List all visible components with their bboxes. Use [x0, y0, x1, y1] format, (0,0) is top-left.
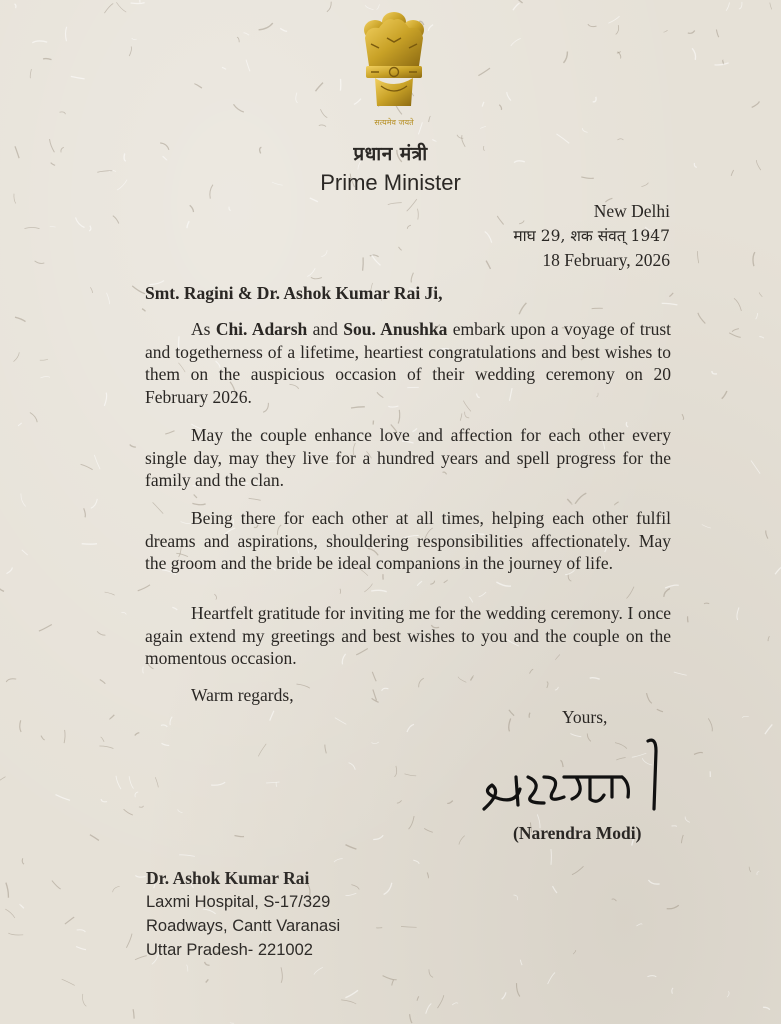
paper-fiber: [116, 776, 121, 789]
paper-fiber: [270, 711, 274, 721]
paper-fiber: [759, 337, 763, 339]
paper-fiber: [384, 883, 392, 895]
paper-fiber: [15, 317, 26, 321]
paper-fiber: [25, 228, 40, 229]
paper-fiber: [496, 582, 511, 586]
paper-fiber: [530, 669, 534, 673]
paper-fiber: [759, 292, 762, 296]
paper-fiber: [568, 575, 571, 581]
paper-fiber: [259, 23, 273, 30]
paper-fiber: [588, 24, 597, 26]
paper-fiber: [296, 93, 298, 103]
paper-fiber: [187, 965, 188, 972]
paper-fiber: [162, 743, 170, 745]
paper-fiber: [0, 581, 4, 591]
paper-fiber: [321, 250, 327, 257]
addressee-line-3: Uttar Pradesh- 221002: [146, 941, 313, 959]
paper-fiber: [129, 47, 131, 57]
paper-fiber: [482, 102, 484, 107]
paper-fiber: [363, 257, 364, 270]
paper-fiber: [116, 2, 126, 12]
paper-fiber: [30, 413, 37, 423]
paper-fiber: [107, 293, 110, 304]
paper-fiber: [418, 209, 419, 220]
paper-fiber: [90, 835, 99, 841]
paper-fiber: [372, 255, 381, 266]
paper-fiber: [258, 744, 266, 757]
paper-fiber: [479, 592, 486, 596]
paper-fiber: [763, 1007, 770, 1010]
paper-fiber: [743, 716, 749, 718]
bride-name: Sou. Anushka: [343, 319, 448, 339]
paper-fiber: [575, 493, 586, 504]
paper-fiber: [752, 101, 760, 107]
paper-fiber: [211, 782, 225, 785]
paper-fiber: [35, 261, 45, 264]
paper-fiber: [616, 25, 619, 34]
paper-fiber: [388, 203, 402, 205]
office-title-hindi: प्रधान मंत्री: [353, 143, 428, 165]
paper-fiber: [664, 589, 670, 597]
paper-fiber: [60, 112, 66, 114]
paper-fiber: [41, 736, 45, 740]
paper-fiber: [346, 845, 357, 850]
paper-fiber: [131, 3, 145, 4]
paper-fiber: [753, 252, 755, 266]
paper-fiber: [64, 730, 65, 743]
paper-fiber: [65, 917, 74, 924]
paper-fiber: [739, 2, 742, 9]
paper-fiber: [124, 809, 133, 815]
paper-fiber: [682, 414, 684, 419]
paper-fiber: [567, 499, 572, 504]
paper-fiber: [513, 3, 520, 10]
paper-fiber: [101, 799, 107, 802]
paper-fiber: [56, 795, 71, 801]
paper-fiber: [497, 216, 503, 225]
paper-fiber: [327, 2, 331, 12]
paper-fiber: [417, 996, 419, 1000]
date-english: 18 February, 2026: [542, 250, 670, 270]
paper-fiber: [712, 371, 717, 374]
paper-fiber: [405, 774, 417, 776]
paper-fiber: [133, 1009, 134, 1018]
paper-fiber: [398, 410, 400, 424]
paper-fiber: [170, 717, 172, 725]
paper-fiber: [126, 934, 132, 948]
paper-fiber: [486, 261, 490, 269]
paper-fiber: [281, 967, 282, 983]
paper-fiber: [22, 550, 28, 555]
paper-fiber: [383, 976, 397, 980]
paper-fiber: [664, 30, 668, 32]
office-title-english: Prime Minister: [320, 170, 461, 195]
paper-fiber: [509, 719, 511, 732]
paper-fiber: [465, 412, 470, 418]
paper-fiber: [447, 801, 452, 804]
paper-fiber: [20, 904, 24, 908]
paper-fiber: [471, 676, 474, 680]
paper-fiber: [590, 678, 600, 679]
paper-fiber: [206, 979, 209, 982]
paper-fiber: [135, 875, 145, 877]
date-block: [513, 199, 670, 273]
paper-fiber: [775, 567, 781, 574]
paper-fiber: [373, 690, 377, 701]
paper-fiber: [135, 792, 138, 797]
paper-fiber: [410, 1014, 412, 1023]
paper-fiber: [548, 973, 555, 985]
paper-fiber: [555, 687, 559, 690]
paper-fiber: [692, 48, 695, 60]
paper-fiber: [143, 667, 144, 674]
paper-fiber: [716, 30, 718, 38]
paper-fiber: [132, 286, 145, 294]
paper-fiber: [615, 502, 619, 505]
paper-fiber: [419, 678, 424, 687]
paper-fiber: [593, 97, 596, 102]
paper-fiber: [608, 16, 619, 23]
paper-fiber: [407, 199, 417, 211]
paper-fiber: [685, 817, 690, 823]
paper-fiber: [704, 603, 709, 604]
paper-fiber: [178, 809, 183, 813]
paper-fiber: [7, 568, 13, 574]
paper-fiber: [612, 899, 617, 901]
paper-fiber: [14, 352, 20, 361]
paper-fiber: [50, 226, 56, 227]
paper-fiber: [768, 636, 769, 641]
paper-fiber: [553, 886, 558, 893]
paper-fiber: [669, 293, 673, 297]
paper-fiber: [459, 836, 465, 845]
paper-fiber: [6, 679, 16, 682]
paper-fiber: [43, 59, 51, 60]
addressee-line-1: Laxmi Hospital, S-17/329: [146, 893, 331, 911]
paper-fiber: [132, 38, 137, 39]
paper-fiber: [460, 413, 462, 420]
paper-fiber: [698, 313, 705, 324]
paper-fiber: [194, 495, 197, 498]
paper-fiber: [83, 994, 87, 1006]
paper-fiber: [335, 718, 346, 725]
paper-fiber: [520, 960, 522, 966]
paper-fiber: [276, 782, 277, 787]
paper-fiber: [6, 883, 9, 898]
paper-fiber: [229, 207, 231, 211]
paper-fiber: [697, 251, 698, 263]
paper-fiber: [266, 782, 279, 783]
paper-fiber: [757, 872, 759, 875]
paper-fiber: [382, 688, 389, 690]
paper-fiber: [77, 930, 86, 932]
paper-fiber: [249, 498, 261, 500]
paper-fiber: [397, 800, 402, 803]
paper-fiber: [399, 247, 402, 251]
paper-fiber: [514, 895, 518, 900]
paper-fiber: [401, 927, 417, 928]
body-paragraph-1: [145, 318, 671, 408]
paper-fiber: [297, 684, 310, 688]
paper-fiber: [516, 983, 519, 996]
paper-fiber: [672, 988, 673, 994]
paper-fiber: [105, 592, 115, 595]
paper-fiber: [708, 718, 712, 731]
paper-fiber: [452, 1003, 458, 1005]
paper-fiber: [564, 52, 568, 63]
paper-fiber: [18, 423, 22, 426]
yours: Yours,: [562, 707, 608, 727]
paper-fiber: [316, 83, 324, 92]
paper-fiber: [192, 503, 205, 504]
paper-fiber: [90, 287, 92, 293]
paper-fiber: [518, 0, 523, 3]
paper-fiber: [139, 806, 144, 807]
paper-fiber: [478, 68, 490, 76]
paper-fiber: [372, 672, 376, 682]
paper-fiber: [648, 880, 659, 884]
signatory-name: (Narendra Modi): [513, 823, 642, 843]
paper-fiber: [458, 677, 466, 683]
paper-fiber: [715, 63, 729, 65]
paper-fiber: [413, 860, 419, 864]
body-paragraph-2: May the couple enhance love and affection for each other every single day, may they live for a hundred years and spell progress for the family and the clan.: [145, 425, 671, 490]
paper-fiber: [734, 298, 741, 311]
paper-fiber: [319, 125, 326, 127]
paper-fiber: [100, 680, 105, 684]
paper-fiber: [371, 590, 387, 591]
paper-fiber: [161, 725, 167, 727]
paper-fiber: [407, 225, 411, 229]
body-paragraph-3: Being there for each other at all times, helping each other fulfil dreams and aspirations, shouldering responsibilities affectionately. May the groom and the bride be ideal companions in the journey of life.: [145, 508, 671, 573]
paper-fiber: [765, 724, 772, 734]
paper-fiber: [426, 1004, 432, 1014]
paper-fiber: [694, 752, 703, 754]
paper-fiber: [104, 393, 106, 406]
paper-fiber: [732, 329, 739, 332]
paper-fiber: [424, 828, 433, 832]
paper-fiber: [40, 377, 50, 378]
paper-fiber: [547, 682, 548, 688]
paper-fiber: [444, 580, 448, 583]
paper-fiber: [737, 607, 739, 620]
paper-fiber: [15, 4, 16, 8]
paper-fiber: [430, 581, 434, 585]
paper-fiber: [702, 525, 711, 529]
handwritten-signature: [472, 733, 667, 821]
paper-fiber: [507, 92, 511, 101]
paper-fiber: [392, 980, 394, 986]
paper-fiber: [751, 461, 760, 474]
paper-fiber: [237, 37, 239, 42]
paper-fiber: [511, 38, 521, 46]
paper-fiber: [665, 585, 679, 588]
paper-fiber: [22, 858, 24, 864]
paper-fiber: [214, 594, 216, 599]
paper-fiber: [20, 720, 21, 732]
paper-fiber: [341, 1000, 356, 1004]
paper-fiber: [674, 672, 687, 675]
paper-fiber: [138, 585, 150, 591]
paper-fiber: [5, 909, 15, 918]
salutation: Smt. Ragini & Dr. Ashok Kumar Rai Ji,: [145, 283, 443, 303]
paper-fiber: [40, 359, 48, 360]
paper-fiber: [104, 4, 113, 14]
paper-fiber: [662, 303, 678, 305]
paper-fiber: [310, 198, 318, 202]
paper-fiber: [97, 631, 105, 635]
paper-fiber: [722, 391, 727, 399]
paper-fiber: [647, 976, 656, 977]
paper-fiber: [345, 990, 358, 997]
addressee-name: Dr. Ashok Kumar Rai: [146, 868, 310, 888]
state-emblem-icon: [357, 8, 431, 130]
paper-fiber: [351, 885, 359, 890]
paper-fiber: [325, 745, 326, 754]
paper-fiber: [485, 232, 492, 243]
paper-fiber: [0, 777, 6, 786]
paper-fiber: [179, 855, 195, 857]
paper-fiber: [647, 693, 652, 703]
paper-fiber: [62, 979, 75, 985]
paper-fiber: [411, 273, 413, 283]
paper-fiber: [657, 709, 663, 712]
paper-fiber: [672, 826, 677, 827]
paper-fiber: [246, 60, 250, 72]
date-hindi: माघ 29, शक संवत् 1947: [513, 226, 670, 245]
paper-fiber: [417, 581, 422, 585]
paper-fiber: [314, 967, 323, 974]
p1-lead: As: [191, 319, 211, 339]
paper-fiber: [32, 41, 47, 43]
paper-fiber: [509, 710, 514, 716]
paper-fiber: [349, 763, 356, 770]
paper-fiber: [667, 905, 679, 909]
paper-fiber: [82, 544, 97, 545]
paper-fiber: [480, 126, 486, 128]
paper-fiber: [76, 217, 85, 227]
paper-fiber: [688, 31, 695, 34]
groom-name: Chi. Adarsh: [215, 319, 308, 339]
paper-fiber: [617, 52, 621, 54]
paper-fiber: [194, 84, 202, 88]
paper-fiber: [101, 737, 105, 742]
paper-fiber: [395, 766, 397, 777]
paper-fiber: [409, 816, 415, 829]
addressee-block: [146, 866, 340, 962]
paper-fiber: [230, 1023, 234, 1024]
paper-fiber: [311, 277, 322, 278]
paper-fiber: [346, 893, 357, 895]
paper-fiber: [749, 867, 751, 872]
paper-fiber: [372, 742, 379, 744]
paper-fiber: [427, 872, 428, 877]
paper-fiber: [407, 724, 414, 732]
paper-fiber: [8, 933, 23, 935]
paper-fiber: [499, 105, 501, 110]
paper-fiber: [39, 625, 52, 632]
paper-fiber: [205, 962, 210, 965]
paper-fiber: [234, 104, 244, 112]
paper-fiber: [142, 309, 146, 312]
paper-fiber: [320, 109, 327, 118]
paper-fiber: [65, 27, 66, 41]
paper-fiber: [372, 698, 379, 702]
paper-fiber: [627, 587, 635, 599]
paper-fiber: [572, 866, 584, 874]
paper-fiber: [280, 28, 287, 31]
paper-fiber: [187, 221, 189, 228]
paper-fiber: [429, 969, 433, 977]
paper-fiber: [155, 777, 158, 787]
paper-fiber: [94, 455, 100, 469]
addressee-line-2: Roadways, Cantt Varanasi: [146, 917, 341, 935]
paper-fiber: [244, 33, 250, 35]
paper-fiber: [135, 733, 140, 736]
paper-fiber: [109, 715, 114, 719]
paper-fiber: [235, 836, 245, 837]
paper-fiber: [519, 303, 526, 314]
paper-fiber: [766, 531, 768, 539]
paper-fiber: [91, 499, 98, 508]
paper-fiber: [84, 508, 86, 517]
paper-fiber: [129, 776, 133, 788]
emblem-motto: सत्यमेव जयते: [374, 118, 414, 127]
paper-fiber: [438, 995, 444, 1008]
paper-fiber: [637, 924, 643, 926]
paper-fiber: [529, 713, 530, 718]
paper-fiber: [99, 746, 113, 749]
paper-fiber: [582, 128, 587, 132]
paper-fiber: [130, 445, 136, 448]
paper-fiber: [113, 216, 119, 224]
p1-and: and: [312, 319, 338, 339]
paper-fiber: [334, 859, 343, 863]
paper-fiber: [121, 612, 126, 614]
body-paragraph-4: Heartfelt gratitude for inviting me for the wedding ceremony. I once again extend my greetings and best wishes to you and the couple on the momentous occasion.: [145, 603, 671, 668]
paper-fiber: [81, 464, 93, 469]
paper-fiber: [729, 333, 741, 338]
paper-fiber: [688, 617, 689, 623]
paper-fiber: [71, 76, 85, 79]
paper-fiber: [770, 3, 772, 10]
paper-fiber: [30, 69, 31, 78]
paper-fiber: [307, 268, 315, 276]
paper-fiber: [190, 205, 194, 212]
paper-fiber: [113, 886, 120, 892]
paper-fiber: [76, 947, 86, 950]
paper-fiber: [727, 991, 729, 997]
paper-fiber: [222, 67, 226, 69]
place: New Delhi: [593, 201, 670, 221]
paper-fiber: [373, 835, 383, 839]
paper-fiber: [52, 881, 61, 889]
paper-fiber: [21, 494, 26, 507]
paper-fiber: [340, 589, 341, 594]
p1-rest: embark upon a voyage of trust and togetherness of a lifetime, heartiest congratulations and best wishes to them on the auspicious occasion of their wedding ceremony on 20 February 2026.: [145, 319, 671, 407]
paper-fiber: [89, 226, 91, 231]
paper-fiber: [756, 313, 758, 319]
paper-fiber: [502, 992, 506, 999]
warm-regards: Warm regards,: [191, 685, 294, 705]
paper-fiber: [726, 2, 729, 10]
paper-fiber: [573, 950, 576, 954]
paper-fiber: [681, 835, 683, 843]
paper-fiber: [370, 255, 379, 257]
